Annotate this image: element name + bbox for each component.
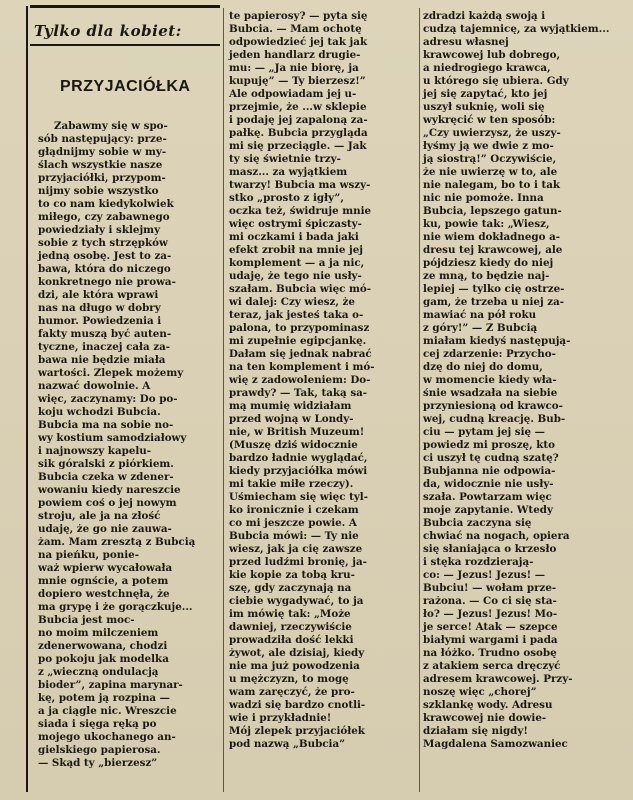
column-2-text: te papierosy? — pyta się Bubcia. — Mam ochotę odpowiedzieć jej tak jak jeden handlarz drugie- mu: — „Ja nie biorę, ja kupuję” — Ty bierzesz!” Ale odpowiadam jej u- przejmie, że ...w sklepie i podaję jej zapaloną za- pałkę. Bubcia przygląda mi się przeciągle. — Jak ty się świetnie trzy- masz... za wyjątkiem twarzy! Bubcia ma wszy- stko „prosto z igły”, oczka też, świdruje mnie więc ostrymi śpiczasty- mi oczkami i bada jaki efekt zrobił na mnie jej komplement — a ja nic, udaję, że tego nie usły- szałam. Bubcia więc mó- wi dalej: Czy wiesz, że teraz, jak jesteś taka o- palona, to przypominasz mi zupełnie egipcjankę. Dałam się jednak nabrać na ten komplement i mó- wię z zadowoleniem: Do- prawdy? — Tak, taką sa- mą mumię widziałam przed wojną w Londy- nie, w British Muzeum! (Muszę dziś widocznie bardzo ładnie wyglądać, kiedy przyjaciółka mówi mi takie miłe rzeczy). Uśmiecham się więc tyl- ko ironicznie i czekam co mi jeszcze powie. A Bubcia mówi: — Ty nie wiesz, jak ja cię zawsze przed ludźmi bronię, ja- kie kopie za tobą kru- szę, gdy zaczynają na ciebie wygadywać, to ja im mówię tak: „Może dawniej, rzeczywiście prowadziła dość lekki żywot, ale dzisiaj, kiedy nie ma już powodzenia u mężczyzn, to mogę wam zaręczyć, że pro- wadzi się bardzo cnotli- wie i przykładnie! Mój zlepek przyjaciółek pod nazwą „Bubcia” — [229, 10, 375, 750]
column-divider-1 — [223, 8, 224, 792]
author-signature: Magdalena Samozwaniec — [423, 738, 568, 750]
left-border-rule — [26, 6, 28, 792]
article-title: PRZYJACIÓŁKA — [60, 78, 191, 95]
column-divider-2 — [419, 8, 420, 792]
article-column-2 — [229, 10, 417, 751]
header-top-rule — [30, 5, 220, 8]
column-1-text: Zabawmy się w spo- sób następujący: prze- głądnijmy sobie w my- ślach wszystkie nasze przyjaciółki, przypom- nijmy sobie wszystko to co nam kiedykolwiek miłego, czy zabawnego powiedziały i sklejmy sobie z tych strzępków jedną osobę. Jest to za- bawa, która do niczego konkretnego nie prowa- dzi, ale która wprawi nas na długo w dobry humor. Powiedzenia i fakty muszą być auten- tyczne, inaczej cała za- bawa nie będzie miała wartości. Zlepek możemy nazwać dowolnie. A więc, zaczynamy: Do po- koju wchodzi Bubcia. Bubcia ma na sobie no- wy kostium samodziałowy i najnowszy kapelu- sik góralski z piórkiem. Bubcia czeka w zdener- wowaniu kiedy nareszcie powiem coś o jej nowym stroju, ale ja na złość udaję, że go nie zauwa- żam. Mam zresztą z Bubcią na pieńku, ponie- waż wpierw wycałowała mnie ognście, a potem dopiero westchnęła, że ma grypę i że gorączkuje... Bubcia jest moc- no moim milczeniem zdenerwowana, chodzi po pokoju jak modelka z „wieczną ondulacją bioder”, zapina marynar- kę, potem ją rozpina — a ja ciągle nic. Wreszcie siada i sięga ręką po mojego ukochanego an- gielskiego papierosa. — Skąd ty „bierzesz” — [38, 120, 196, 769]
column-3-text: zdradzi każdą swoją i cudzą tajemnicę, za wyjątkiem... adresu własnej krawcowej lub dobrego, a niedrogiego krawca, u którego się ubiera. Gdy jej się zapytać, kto jej uszył suknię, woli się wykręcić w ten sposób: „Czy uwierzysz, że uszy- łyśmy ją we dwie z mo- ją siostrą!” Oczywiście, że nie uwierzę w to, ale nie nalegam, bo to i tak nic nie pomoże. Inna Bubcia, lepszego gatun- ku, powie tak: „Wiesz, nie wiem dokładnego a- dresu tej krawcowej, ale pójdziesz kiedy do niej ze mną, to będzie naj- lepiej — tylko cię ostrze- gam, że trzeba u niej za- mawiać na pół roku z góry!” — Z Bubcią miałam kiedyś następują- cej zdarzenie: Przycho- dzę do niej do domu, w momencie kiedy wła- śnie wsadzała na siebie przyniesioną od krawco- wej, cudną kreację. Bub- ciu — pytam jej się — powiedz mi proszę, kto ci uszył tę cudną szatę? Bubjanna nie odpowia- da, widocznie nie usły- szała. Powtarzam więc moje zapytanie. Wtedy Bubcia zaczyna się chwiać na nogach, opiera się słaniająca o krzesło i stęka rozdzierają- co: — Jezus! Jezus! — Bubciu! — wołam prze- rażona. — Co ci się sta- ło? — Jezus! Jezus! Mo- je serce! Atak — szepce białymi wargami i pada na łóżko. Trudno osobę z atakiem serca dręczyć adresem krawcowej. Przy- noszę więc „chorej” szklankę wody. Adresu krawcowej nie dowie- działam się nigdy! — [423, 10, 610, 737]
header-bottom-rule — [30, 44, 220, 46]
article-column-3 — [423, 10, 617, 751]
section-label: Tylko dla kobiet: — [34, 22, 182, 40]
